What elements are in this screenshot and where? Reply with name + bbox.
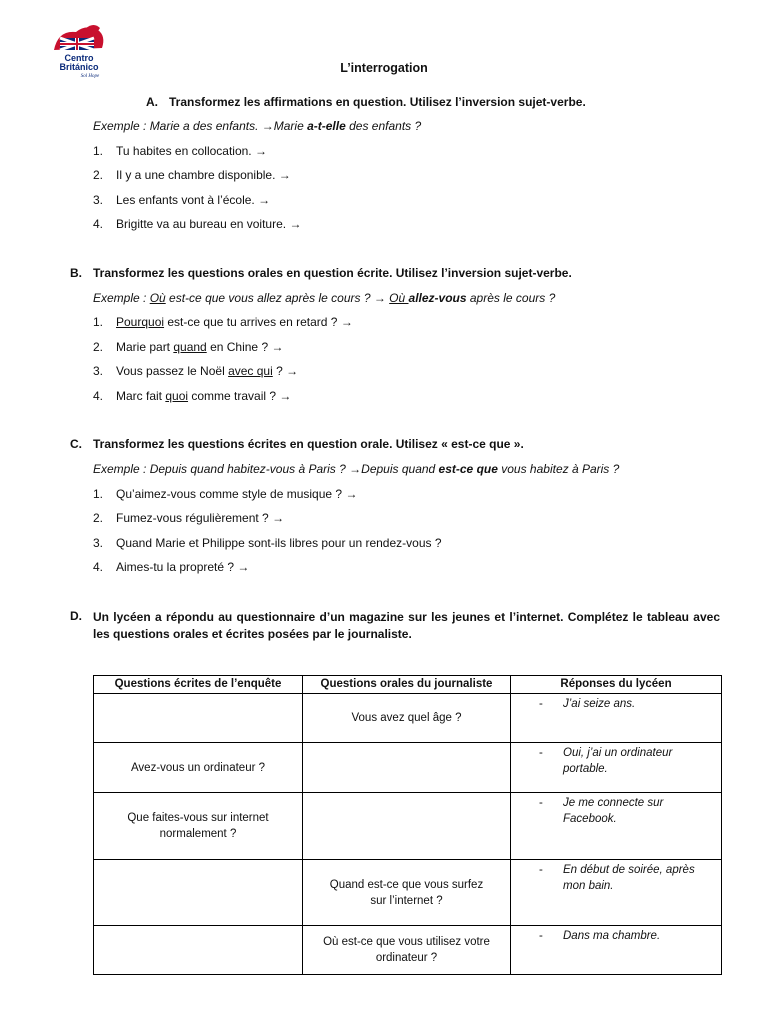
column-header: Questions orales du journaliste [303,676,511,694]
table-row [94,743,722,793]
list-item: 3. Vous passez le Noël avec qui ? → [93,364,299,378]
response-cell: - Oui, j’ai un ordinateur portable. [511,743,722,793]
svg-text:Británico: Británico [59,62,99,72]
response-cell: - Je me connecte sur Facebook. [511,793,722,860]
oral-question-cell[interactable] [303,743,511,793]
section-b-letter: B. [70,266,82,280]
section-a-example: Exemple : Marie a des enfants. →Marie a-t-elle des enfants ? [93,119,422,133]
section-b-example: Exemple : Où est-ce que vous allez après le cours ? → Où allez-vous après le cours ? [93,291,556,305]
oral-question-cell[interactable]: Quand est-ce que vous surfez sur l’internet ? [303,860,511,926]
written-question-cell[interactable] [94,694,303,743]
list-item: 3. Les enfants vont à l’école. → [93,193,271,207]
oral-question-cell[interactable] [303,793,511,860]
list-item: 2. Fumez-vous régulièrement ? → [93,511,285,525]
list-item: 1. Pourquoi est-ce que tu arrives en retard ? → [93,315,353,329]
written-question-cell[interactable] [94,860,303,926]
written-question-cell[interactable] [94,926,303,975]
response-cell: - Dans ma chambre. [511,926,722,975]
list-item: 4. Brigitte va au bureau en voiture. → [93,217,302,231]
section-b-instruction: Transformez les questions orales en question écrite. Utilisez l’inversion sujet-verbe. [93,266,572,280]
section-d-instruction: Un lycéen a répondu au questionnaire d’un magazine sur les jeunes et l’internet. Complétez le tableau avec les questions orales et écrites posées par le journaliste. [93,610,720,641]
list-item: 2. Marie part quand en Chine ? → [93,340,284,354]
list-item: 4. Marc fait quoi comme travail ? → [93,389,292,403]
table-row [94,793,722,860]
table-row [94,926,722,975]
table-header-row [94,676,722,694]
list-item: 4. Aimes-tu la propreté ? → [93,560,250,574]
page-title: L’interrogation [340,61,428,75]
section-c-instruction: Transformez les questions écrites en question orale. Utilisez « est-ce que ». [93,437,524,451]
list-item: 1. Qu’aimez-vous comme style de musique ? → [93,487,358,501]
response-cell: - En début de soirée, après mon bain. [511,860,722,926]
section-c-example: Exemple : Depuis quand habitez-vous à Paris ? →Depuis quand est-ce que vous habitez à Paris ? [93,462,620,476]
written-question-cell[interactable]: Avez-vous un ordinateur ? [94,743,303,793]
column-header: Questions écrites de l’enquête [94,676,303,694]
oral-question-cell[interactable]: Où est-ce que vous utilisez votre ordinateur ? [303,926,511,975]
section-a-letter: A. [146,95,158,109]
list-item: 2. Il y a une chambre disponible. → [93,168,291,182]
table-row [94,860,722,926]
section-a-instruction: Transformez les affirmations en question. Utilisez l’inversion sujet-verbe. [169,95,586,109]
column-header: Réponses du lycéen [511,676,722,694]
table-row [94,694,722,743]
svg-text:Sol Hope: Sol Hope [80,74,100,78]
oral-question-cell[interactable]: Vous avez quel âge ? [303,694,511,743]
written-question-cell[interactable]: Que faites-vous sur internet normalement ? [94,793,303,860]
list-item: 3. Quand Marie et Philippe sont-ils libres pour un rendez-vous ? [93,536,442,550]
section-c-letter: C. [70,437,82,451]
response-cell: - J’ai seize ans. [511,694,722,743]
answer-table [93,675,722,975]
svg-text:Centro: Centro [64,53,94,63]
list-item: 1. Tu habites en collocation. → [93,144,267,158]
section-d-letter: D. [70,609,82,623]
